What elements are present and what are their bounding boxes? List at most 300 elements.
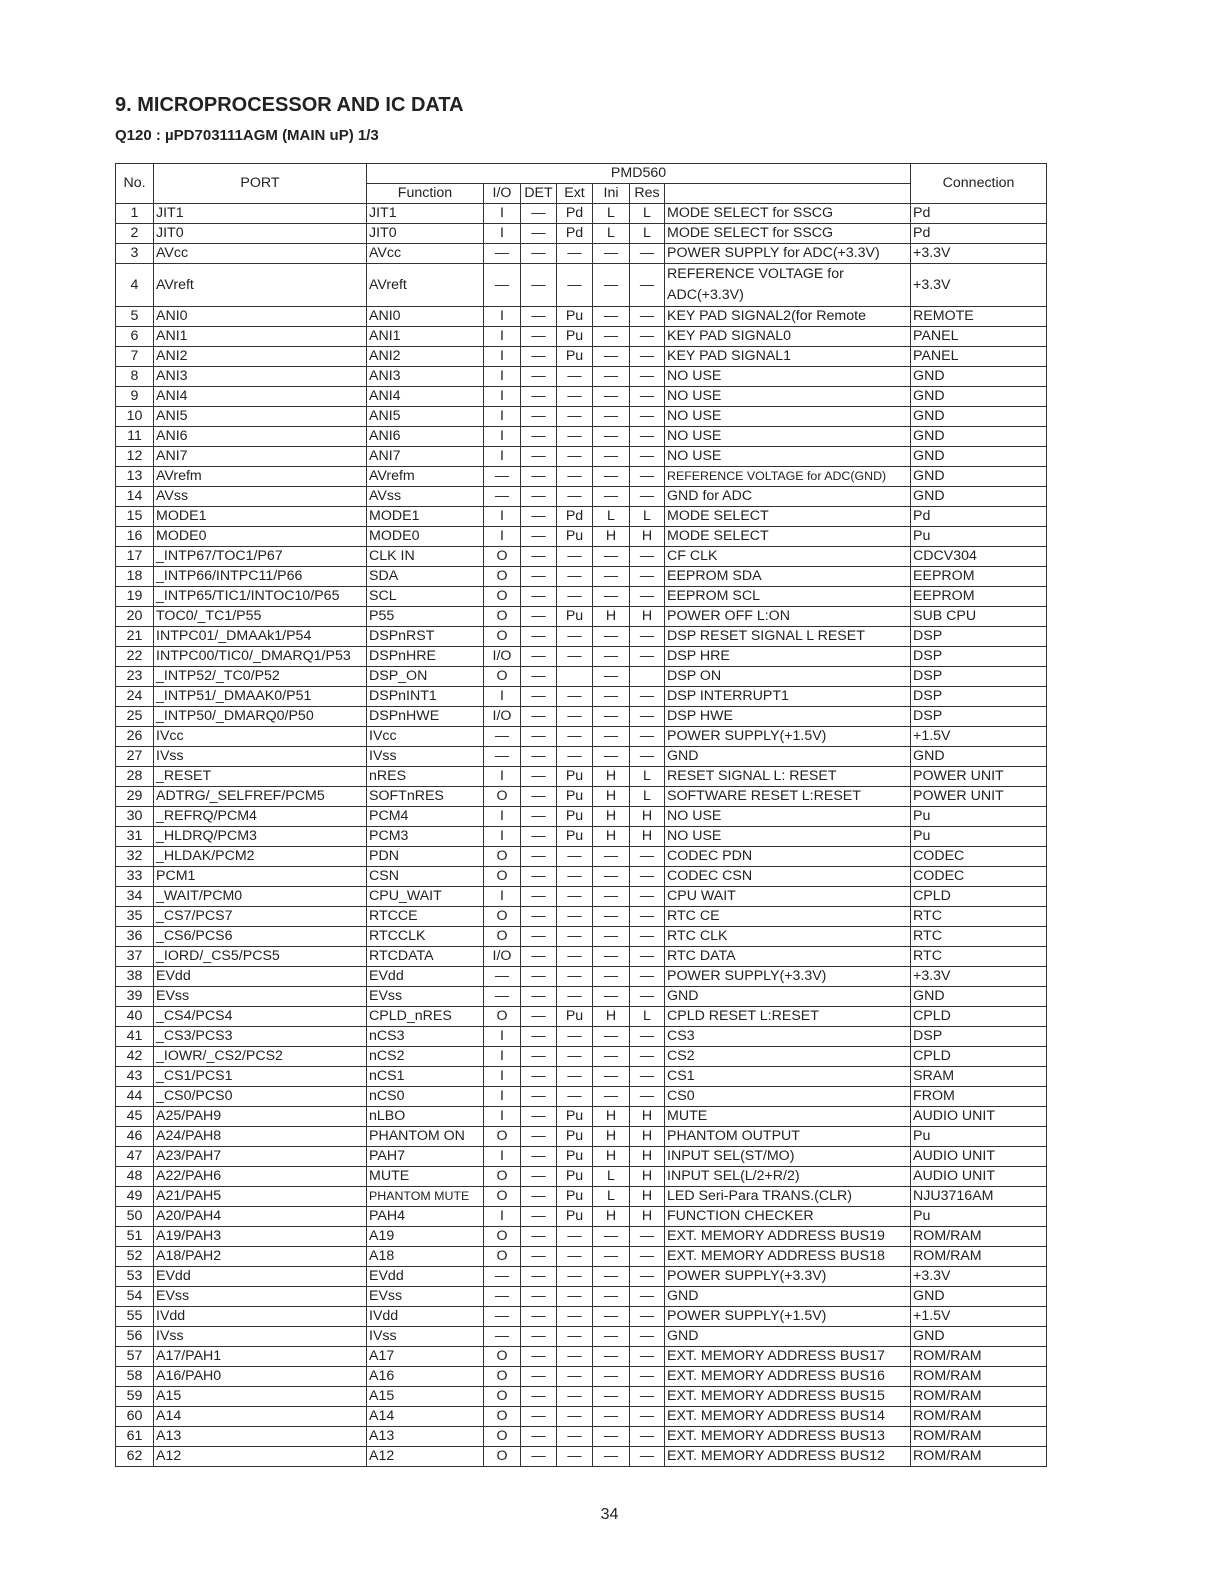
cell-port: JIT0 — [154, 224, 367, 244]
cell-port: EVss — [154, 987, 367, 1007]
cell-description: NO USE — [665, 407, 911, 427]
cell-ini: — — [593, 747, 630, 767]
cell-connection: DSP — [911, 687, 1047, 707]
cell-res: H — [630, 607, 665, 627]
cell-ini: — — [593, 1087, 630, 1107]
cell-description: EXT. MEMORY ADDRESS BUS19 — [665, 1227, 911, 1247]
cell-function: DSPnINT1 — [367, 687, 484, 707]
cell-res: — — [630, 567, 665, 587]
cell-io: I — [484, 827, 521, 847]
table-header — [116, 164, 1047, 204]
table-row — [116, 887, 1047, 907]
cell-description: RESET SIGNAL L: RESET — [665, 767, 911, 787]
cell-no: 62 — [116, 1447, 154, 1467]
cell-function: EVss — [367, 987, 484, 1007]
cell-io: O — [484, 1447, 521, 1467]
cell-no: 7 — [116, 347, 154, 367]
cell-ini: — — [593, 487, 630, 507]
cell-connection: RTC — [911, 907, 1047, 927]
cell-res: — — [630, 447, 665, 467]
cell-no: 42 — [116, 1047, 154, 1067]
cell-function: DSPnRST — [367, 627, 484, 647]
cell-io: O — [484, 567, 521, 587]
cell-ext: Pu — [557, 787, 593, 807]
cell-port: A12 — [154, 1447, 367, 1467]
cell-no: 6 — [116, 327, 154, 347]
cell-no: 18 — [116, 567, 154, 587]
cell-io: — — [484, 467, 521, 487]
cell-res: H — [630, 1147, 665, 1167]
cell-port: _INTP66/INTPC11/P66 — [154, 567, 367, 587]
cell-description: GND — [665, 1327, 911, 1347]
cell-port: _INTP51/_DMAAK0/P51 — [154, 687, 367, 707]
cell-res: — — [630, 264, 665, 307]
cell-io: O — [484, 667, 521, 687]
cell-description: POWER SUPPLY(+1.5V) — [665, 1307, 911, 1327]
table-row — [116, 1427, 1047, 1447]
header-io: I/O — [484, 184, 521, 204]
cell-connection: GND — [911, 367, 1047, 387]
cell-ext: — — [557, 1247, 593, 1267]
cell-function: MODE0 — [367, 527, 484, 547]
cell-ext: Pu — [557, 1147, 593, 1167]
cell-function: EVdd — [367, 967, 484, 987]
cell-ini: — — [593, 244, 630, 264]
cell-ext: — — [557, 1327, 593, 1347]
cell-description: GND for ADC — [665, 487, 911, 507]
cell-port: INTPC01/_DMAAk1/P54 — [154, 627, 367, 647]
cell-res: H — [630, 1107, 665, 1127]
cell-io: O — [484, 1367, 521, 1387]
cell-connection: CPLD — [911, 887, 1047, 907]
cell-res: — — [630, 1047, 665, 1067]
cell-port: AVcc — [154, 244, 367, 264]
cell-no: 26 — [116, 727, 154, 747]
cell-function: nLBO — [367, 1107, 484, 1127]
cell-io: O — [484, 1347, 521, 1367]
cell-connection: RTC — [911, 927, 1047, 947]
cell-connection: Pd — [911, 204, 1047, 224]
cell-no: 38 — [116, 967, 154, 987]
cell-res: — — [630, 1427, 665, 1447]
cell-description: EXT. MEMORY ADDRESS BUS12 — [665, 1447, 911, 1467]
cell-description: NO USE — [665, 387, 911, 407]
cell-det: — — [521, 707, 557, 727]
cell-res: L — [630, 787, 665, 807]
cell-connection: ROM/RAM — [911, 1347, 1047, 1367]
table-row — [116, 1267, 1047, 1287]
cell-port: A16/PAH0 — [154, 1367, 367, 1387]
cell-connection: CODEC — [911, 867, 1047, 887]
cell-res: — — [630, 327, 665, 347]
cell-res: — — [630, 1027, 665, 1047]
cell-description: FUNCTION CHECKER — [665, 1207, 911, 1227]
cell-port: ANI6 — [154, 427, 367, 447]
table-row — [116, 547, 1047, 567]
cell-function: CPLD_nRES — [367, 1007, 484, 1027]
cell-ini: H — [593, 787, 630, 807]
cell-res: — — [630, 427, 665, 447]
cell-res: — — [630, 467, 665, 487]
cell-det: — — [521, 1327, 557, 1347]
table-row — [116, 1167, 1047, 1187]
cell-io: I — [484, 367, 521, 387]
cell-io: I/O — [484, 947, 521, 967]
cell-io: I — [484, 687, 521, 707]
cell-det: — — [521, 567, 557, 587]
cell-det: — — [521, 204, 557, 224]
cell-ext: — — [557, 387, 593, 407]
cell-ext: — — [557, 467, 593, 487]
header-group-pmd560: PMD560 — [367, 164, 911, 184]
cell-res: — — [630, 1227, 665, 1247]
cell-description: POWER SUPPLY(+1.5V) — [665, 727, 911, 747]
cell-connection: POWER UNIT — [911, 767, 1047, 787]
cell-port: _CS6/PCS6 — [154, 927, 367, 947]
cell-connection: DSP — [911, 1027, 1047, 1047]
cell-connection: +3.3V — [911, 244, 1047, 264]
cell-port: _CS3/PCS3 — [154, 1027, 367, 1047]
cell-connection: +1.5V — [911, 727, 1047, 747]
table-row — [116, 567, 1047, 587]
cell-det: — — [521, 667, 557, 687]
cell-description: KEY PAD SIGNAL0 — [665, 327, 911, 347]
cell-function: ANI5 — [367, 407, 484, 427]
cell-ext: — — [557, 967, 593, 987]
table-row — [116, 1047, 1047, 1067]
cell-no: 53 — [116, 1267, 154, 1287]
cell-no: 13 — [116, 467, 154, 487]
cell-ext: — — [557, 1267, 593, 1287]
cell-description: MODE SELECT — [665, 527, 911, 547]
cell-ini: — — [593, 327, 630, 347]
table-row — [116, 244, 1047, 264]
table-row — [116, 487, 1047, 507]
cell-port: _HLDRQ/PCM3 — [154, 827, 367, 847]
cell-res: — — [630, 244, 665, 264]
cell-description: LED Seri-Para TRANS.(CLR) — [665, 1187, 911, 1207]
cell-ext: — — [557, 1347, 593, 1367]
cell-det: — — [521, 607, 557, 627]
cell-ini: — — [593, 447, 630, 467]
cell-connection: +3.3V — [911, 1267, 1047, 1287]
cell-ini: — — [593, 1027, 630, 1047]
cell-ini: — — [593, 647, 630, 667]
cell-description: MODE SELECT for SSCG — [665, 224, 911, 244]
cell-io: I/O — [484, 707, 521, 727]
table-row — [116, 707, 1047, 727]
cell-description: REFERENCE VOLTAGE for ADC(GND) — [665, 467, 911, 487]
cell-ini: H — [593, 607, 630, 627]
cell-port: EVss — [154, 1287, 367, 1307]
table-row — [116, 1387, 1047, 1407]
cell-io: I — [484, 447, 521, 467]
cell-connection: ROM/RAM — [911, 1427, 1047, 1447]
cell-io: I — [484, 767, 521, 787]
cell-no: 15 — [116, 507, 154, 527]
cell-description: CS3 — [665, 1027, 911, 1047]
cell-port: _IOWR/_CS2/PCS2 — [154, 1047, 367, 1067]
cell-res: — — [630, 547, 665, 567]
cell-connection: GND — [911, 487, 1047, 507]
cell-description: EXT. MEMORY ADDRESS BUS14 — [665, 1407, 911, 1427]
cell-res: H — [630, 807, 665, 827]
cell-det: — — [521, 1267, 557, 1287]
cell-function: RTCCE — [367, 907, 484, 927]
cell-res: — — [630, 1447, 665, 1467]
cell-description: EEPROM SDA — [665, 567, 911, 587]
cell-res: — — [630, 707, 665, 727]
cell-no: 25 — [116, 707, 154, 727]
cell-det: — — [521, 1227, 557, 1247]
cell-function: EVdd — [367, 1267, 484, 1287]
cell-connection: Pu — [911, 807, 1047, 827]
cell-no: 11 — [116, 427, 154, 447]
cell-det: — — [521, 927, 557, 947]
cell-no: 27 — [116, 747, 154, 767]
cell-no: 8 — [116, 367, 154, 387]
table-row — [116, 907, 1047, 927]
cell-port: _CS1/PCS1 — [154, 1067, 367, 1087]
cell-ext: Pu — [557, 307, 593, 327]
cell-port: TOC0/_TC1/P55 — [154, 607, 367, 627]
cell-function: DSPnHRE — [367, 647, 484, 667]
cell-ini: L — [593, 507, 630, 527]
cell-res: H — [630, 527, 665, 547]
cell-det: — — [521, 264, 557, 307]
cell-function: JIT1 — [367, 204, 484, 224]
cell-port: MODE1 — [154, 507, 367, 527]
cell-port: AVrefm — [154, 467, 367, 487]
cell-res: — — [630, 687, 665, 707]
cell-function: PHANTOM MUTE — [367, 1187, 484, 1207]
cell-ini: — — [593, 1047, 630, 1067]
cell-function: CSN — [367, 867, 484, 887]
cell-port: A17/PAH1 — [154, 1347, 367, 1367]
cell-ext: Pu — [557, 347, 593, 367]
table-row — [116, 827, 1047, 847]
cell-ext: — — [557, 367, 593, 387]
cell-description: GND — [665, 1287, 911, 1307]
cell-description: GND — [665, 987, 911, 1007]
cell-ini: — — [593, 887, 630, 907]
cell-port: AVreft — [154, 264, 367, 307]
cell-connection: Pu — [911, 1207, 1047, 1227]
cell-det: — — [521, 867, 557, 887]
cell-port: _REFRQ/PCM4 — [154, 807, 367, 827]
cell-det: — — [521, 1027, 557, 1047]
cell-no: 39 — [116, 987, 154, 1007]
cell-io: O — [484, 1167, 521, 1187]
cell-no: 22 — [116, 647, 154, 667]
cell-no: 17 — [116, 547, 154, 567]
cell-ini: — — [593, 427, 630, 447]
cell-io: I — [484, 307, 521, 327]
cell-io: I — [484, 407, 521, 427]
cell-function: nRES — [367, 767, 484, 787]
cell-ext: — — [557, 647, 593, 667]
cell-ext: — — [557, 1067, 593, 1087]
cell-det: — — [521, 1287, 557, 1307]
cell-res: — — [630, 367, 665, 387]
cell-res: — — [630, 967, 665, 987]
cell-det: — — [521, 244, 557, 264]
cell-det: — — [521, 1447, 557, 1467]
cell-description: CS0 — [665, 1087, 911, 1107]
cell-ext: — — [557, 244, 593, 264]
table-row — [116, 747, 1047, 767]
cell-connection: DSP — [911, 667, 1047, 687]
cell-description: EXT. MEMORY ADDRESS BUS18 — [665, 1247, 911, 1267]
cell-io: I — [484, 224, 521, 244]
cell-det: — — [521, 1147, 557, 1167]
cell-connection: AUDIO UNIT — [911, 1147, 1047, 1167]
page-number: 34 — [600, 1506, 619, 1523]
cell-det: — — [521, 1207, 557, 1227]
cell-connection: GND — [911, 447, 1047, 467]
cell-det: — — [521, 827, 557, 847]
cell-connection: +3.3V — [911, 264, 1047, 307]
cell-det: — — [521, 1167, 557, 1187]
cell-no: 46 — [116, 1127, 154, 1147]
cell-connection: ROM/RAM — [911, 1407, 1047, 1427]
cell-io: O — [484, 847, 521, 867]
cell-io: O — [484, 867, 521, 887]
cell-res: — — [630, 1387, 665, 1407]
cell-ext: — — [557, 427, 593, 447]
cell-det: — — [521, 224, 557, 244]
cell-port: AVss — [154, 487, 367, 507]
cell-no: 21 — [116, 627, 154, 647]
cell-function: ANI1 — [367, 327, 484, 347]
cell-function: DSP_ON — [367, 667, 484, 687]
table-row — [116, 967, 1047, 987]
cell-ext: — — [557, 1387, 593, 1407]
cell-function: MUTE — [367, 1167, 484, 1187]
cell-no: 60 — [116, 1407, 154, 1427]
cell-port: _INTP65/TIC1/INTOC10/P65 — [154, 587, 367, 607]
cell-det: — — [521, 1127, 557, 1147]
table-row — [116, 687, 1047, 707]
cell-function: A14 — [367, 1407, 484, 1427]
cell-ini: H — [593, 1007, 630, 1027]
cell-connection: SUB CPU — [911, 607, 1047, 627]
table-row — [116, 427, 1047, 447]
cell-no: 19 — [116, 587, 154, 607]
cell-res: H — [630, 1207, 665, 1227]
cell-description: DSP ON — [665, 667, 911, 687]
cell-description: CS1 — [665, 1067, 911, 1087]
cell-det: — — [521, 587, 557, 607]
cell-io: I — [484, 204, 521, 224]
cell-det: — — [521, 727, 557, 747]
cell-description: EEPROM SCL — [665, 587, 911, 607]
cell-port: A18/PAH2 — [154, 1247, 367, 1267]
cell-no: 41 — [116, 1027, 154, 1047]
table-row — [116, 467, 1047, 487]
cell-no: 16 — [116, 527, 154, 547]
cell-no: 61 — [116, 1427, 154, 1447]
cell-description: SOFTWARE RESET L:RESET — [665, 787, 911, 807]
cell-res: — — [630, 1067, 665, 1087]
cell-io: I/O — [484, 647, 521, 667]
cell-det: — — [521, 467, 557, 487]
cell-det: — — [521, 907, 557, 927]
cell-connection: ROM/RAM — [911, 1387, 1047, 1407]
cell-ini: H — [593, 807, 630, 827]
cell-function: A13 — [367, 1427, 484, 1447]
cell-description: CODEC CSN — [665, 867, 911, 887]
cell-io: I — [484, 1107, 521, 1127]
cell-res: L — [630, 204, 665, 224]
cell-description: RTC CE — [665, 907, 911, 927]
table-row — [116, 867, 1047, 887]
cell-res: — — [630, 867, 665, 887]
cell-det: — — [521, 987, 557, 1007]
cell-connection: NJU3716AM — [911, 1187, 1047, 1207]
cell-ext: — — [557, 1407, 593, 1427]
cell-io: — — [484, 967, 521, 987]
table-row — [116, 1147, 1047, 1167]
cell-ext: Pu — [557, 1107, 593, 1127]
cell-res: — — [630, 1347, 665, 1367]
cell-ext: — — [557, 1427, 593, 1447]
cell-function: PCM3 — [367, 827, 484, 847]
cell-description: NO USE — [665, 827, 911, 847]
cell-port: INTPC00/TIC0/_DMARQ1/P53 — [154, 647, 367, 667]
cell-io: O — [484, 1187, 521, 1207]
cell-connection: Pu — [911, 827, 1047, 847]
cell-function: A16 — [367, 1367, 484, 1387]
cell-function: RTCDATA — [367, 947, 484, 967]
cell-ini: — — [593, 1387, 630, 1407]
cell-ini: H — [593, 1107, 630, 1127]
cell-connection: +3.3V — [911, 967, 1047, 987]
table-row — [116, 307, 1047, 327]
cell-port: ANI1 — [154, 327, 367, 347]
cell-ini: — — [593, 867, 630, 887]
cell-connection: REMOTE — [911, 307, 1047, 327]
cell-ext: Pu — [557, 327, 593, 347]
cell-res: — — [630, 1087, 665, 1107]
cell-ini: H — [593, 1207, 630, 1227]
cell-io: I — [484, 1047, 521, 1067]
cell-ext: — — [557, 847, 593, 867]
cell-ini: — — [593, 307, 630, 327]
table-row — [116, 787, 1047, 807]
cell-no: 45 — [116, 1107, 154, 1127]
cell-description: EXT. MEMORY ADDRESS BUS17 — [665, 1347, 911, 1367]
cell-port: _RESET — [154, 767, 367, 787]
cell-res: — — [630, 1287, 665, 1307]
cell-ext — [557, 667, 593, 687]
table-row — [116, 1287, 1047, 1307]
cell-ini: — — [593, 667, 630, 687]
cell-no: 23 — [116, 667, 154, 687]
cell-connection: GND — [911, 467, 1047, 487]
cell-description: POWER SUPPLY(+3.3V) — [665, 1267, 911, 1287]
cell-function: A17 — [367, 1347, 484, 1367]
cell-function: SOFTnRES — [367, 787, 484, 807]
cell-description: DSP INTERRUPT1 — [665, 687, 911, 707]
cell-ini: — — [593, 567, 630, 587]
cell-ext: — — [557, 907, 593, 927]
cell-description: NO USE — [665, 807, 911, 827]
cell-det: — — [521, 1347, 557, 1367]
cell-io: I — [484, 1087, 521, 1107]
cell-function: AVreft — [367, 264, 484, 307]
cell-connection: AUDIO UNIT — [911, 1107, 1047, 1127]
